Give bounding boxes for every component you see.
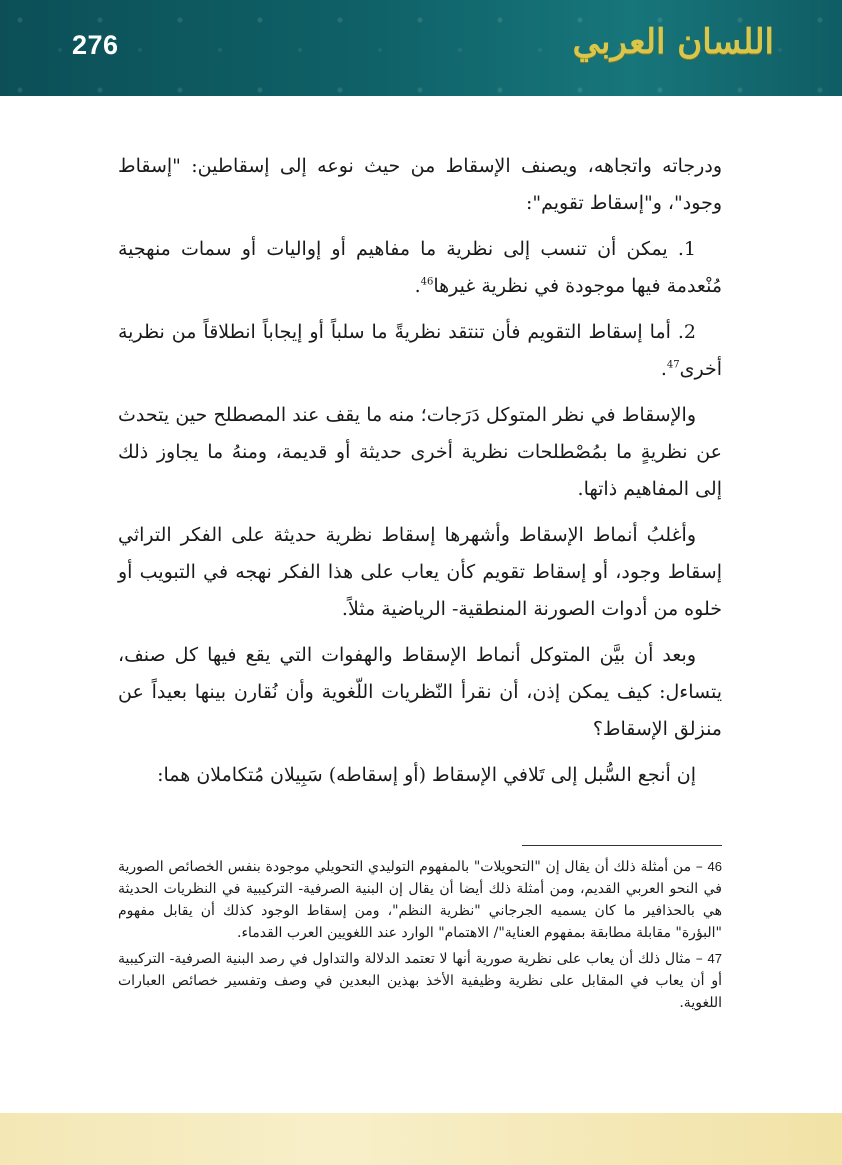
footnote-number: 47 [707, 951, 722, 966]
list-item-text: 2. أما إسقاط التقويم فأن تنتقد نظريةً ما سلباً أو إيجاباً انطلاقاً من نظرية أخرى [118, 321, 722, 380]
paragraph: ودرجاته واتجاهه، ويصنف الإسقاط من حيث نوعه إلى إسقاطين: "إسقاط وجود"، و"إسقاط تقويم": [118, 155, 722, 214]
paragraph: وبعد أن بيَّن المتوكل أنماط الإسقاط والهفوات التي يقع فيها كل صنف، يتساءل: كيف يمكن إذن، أن نقرأ النّظريات اللّغوية وأن نُقارن بينها بعيداً عن منزلق الإسقاط؟ [118, 644, 722, 740]
page-number: 276 [72, 30, 119, 60]
list-item-2: 2. أما إسقاط التقويم فأن تنتقد نظريةً ما سلباً أو إيجاباً انطلاقاً من نظرية أخرى$^{47}$. [118, 321, 722, 380]
list-item-1: 1. يمكن أن تنسب إلى نظرية ما مفاهيم أو إواليات أو سمات منهجية مُنْعدمة فيها موجودة في نظرية غيرها$^{46}$. [118, 238, 722, 297]
footnote-47 [118, 948, 722, 1014]
paragraph: إن أنجع السُّبل إلى تَلافي الإسقاط (أو إسقاطه) سَبِيلان مُتكاملان هما: [157, 764, 696, 786]
footnote-ref-46[interactable]: 46 [420, 276, 434, 288]
footnote-text: – من أمثلة ذلك أن يقال إن "التحويلات" بالمفهوم التوليدي التحويلي موجودة بنفس الخصائص الصورية في النحو العربي القديم، ومن أمثلة ذلك أيضا أن يقال إن البنية الصرفية- التركيبية في النظريات الحديثة هي بالحذافير ما كان يسميه الجرجاني "نظرية النظم"، ومن إسقاط الوجود كذلك أن يقابل مفهوم "البؤرة" مقابلة مطابقة بمفهوم العناية"/ الاهتمام" الوارد عند اللغويين العرب القدماء. [118, 859, 722, 941]
article-body [118, 148, 722, 803]
footnotes [118, 856, 722, 1018]
footnote-46 [118, 856, 722, 944]
footnote-divider [522, 845, 722, 846]
page-header [0, 0, 842, 96]
page-footer-band [0, 1113, 842, 1165]
list-item-text: 1. يمكن أن تنسب إلى نظرية ما مفاهيم أو إواليات أو سمات منهجية مُنْعدمة فيها موجودة في نظرية غيرها [118, 238, 722, 297]
footnote-number: 46 [707, 859, 723, 874]
journal-logo: اللسان العربي [572, 22, 774, 62]
footnote-text: – مثال ذلك أن يعاب على نظرية صورية أنها لا تعتمد الدلالة والتداول في رصد البنية الصرفية- التركيبية أو أن يعاب في المقابل على نظرية وظيفية الأخذ بهذين البعدين في وصف وتفسير خصائص العبارات اللغوية. [118, 951, 722, 1011]
paragraph: وأغلبُ أنماط الإسقاط وأشهرها إسقاط نظرية حديثة على الفكر التراثي إسقاط وجود، أو إسقاط تقويم كأن يعاب على هذا الفكر نهجه في التبويب أو خلوه من أدوات الصورنة المنطقية- الرياضية مثلاً. [118, 524, 722, 620]
paragraph: والإسقاط في نظر المتوكل دَرَجات؛ منه ما يقف عند المصطلح حين يتحدث عن نظريةٍ ما بمُصْطلحات نظرية أخرى حديثة أو قديمة، ومنهُ ما يجاوز ذلك إلى المفاهيم ذاتها. [118, 404, 722, 500]
footnote-ref-47[interactable]: 47 [666, 359, 680, 371]
